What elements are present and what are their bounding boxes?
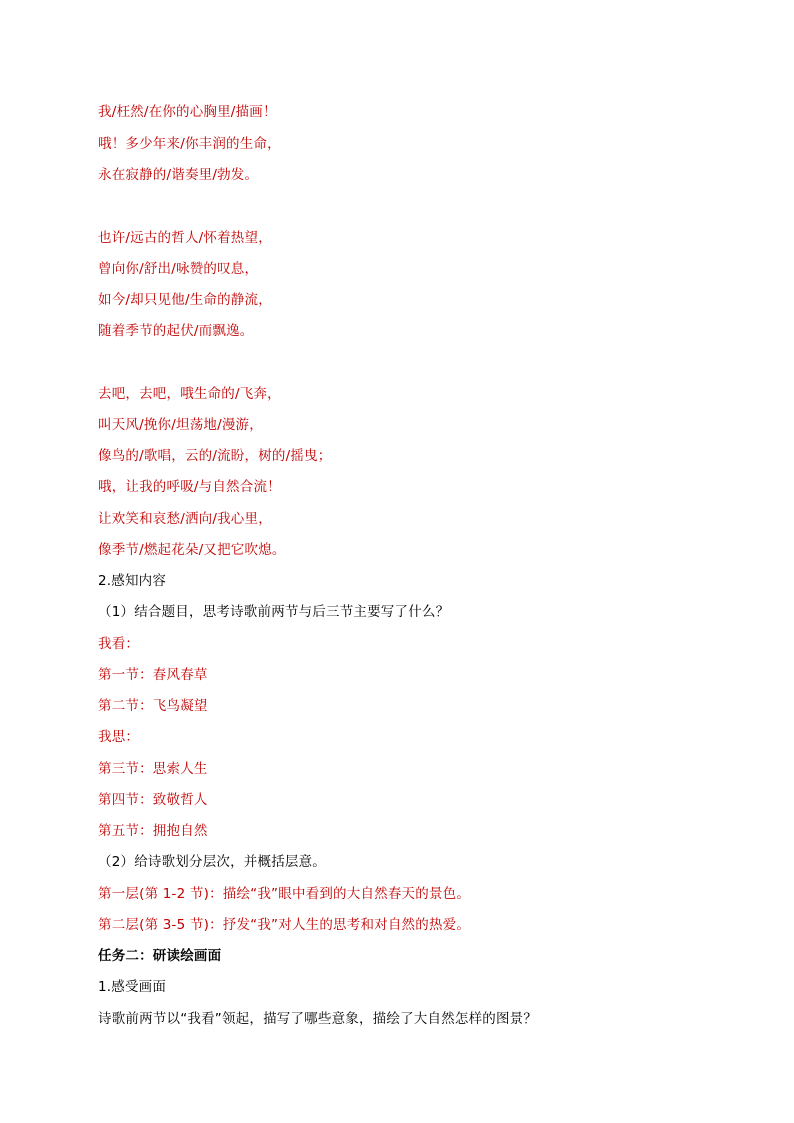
answer-line: 第一节：春风春草 xyxy=(98,667,208,683)
poem-line: 也许/远古的哲人/怀着热望， xyxy=(98,230,272,246)
answer-line: 第二节：飞鸟凝望 xyxy=(98,698,208,714)
answer-line: 我看： xyxy=(98,636,140,652)
answer-line: 第一层(第 1-2 节)：描绘“我”眼中看到的大自然春天的景色。 xyxy=(98,886,471,902)
answer-line: 第三节：思索人生 xyxy=(98,761,208,777)
answer-line: 第二层(第 3-5 节)：抒发“我”对人生的思考和对自然的热爱。 xyxy=(98,917,471,933)
poem-line: 让欢笑和哀愁/洒向/我心里， xyxy=(98,511,272,527)
question-2: （2）给诗歌划分层次，并概括层意。 xyxy=(98,854,326,870)
poem-line: 像鸟的/歌唱，云的/流盼，树的/摇曳； xyxy=(98,448,332,464)
poem-line: 我/枉然/在你的心胸里/描画！ xyxy=(98,104,277,120)
question-text: 诗歌前两节以“我看”领起，描写了哪些意象，描绘了大自然怎样的图景？ xyxy=(98,1011,538,1027)
poem-line: 哦，让我的呼吸/与自然合流！ xyxy=(98,479,281,495)
answer-line: 第五节：拥抱自然 xyxy=(98,823,208,839)
poem-line: 像季节/燃起花朵/又把它吹熄。 xyxy=(98,542,286,558)
poem-line: 随着季节的起伏/而飘逸。 xyxy=(98,323,254,339)
poem-line: 曾向你/舒出/咏赞的叹息， xyxy=(98,261,259,277)
poem-line: 哦！多少年来/你丰润的生命， xyxy=(98,136,281,152)
poem-line: 叫天风/挽你/坦荡地/漫游， xyxy=(98,417,263,433)
answer-line: 我思： xyxy=(98,729,140,745)
poem-line: 如今/却只见他/生命的静流， xyxy=(98,292,272,308)
task-heading: 任务二：研读绘画面 xyxy=(98,948,222,964)
poem-line: 永在寂静的/谐奏里/勃发。 xyxy=(98,167,259,183)
section-heading: 2.感知内容 xyxy=(98,573,167,589)
subsection-heading: 1.感受画面 xyxy=(98,979,167,995)
poem-line: 去吧，去吧，哦生命的/飞奔， xyxy=(98,386,281,402)
answer-line: 第四节：致敬哲人 xyxy=(98,792,208,808)
question-1: （1）结合题目，思考诗歌前两节与后三节主要写了什么？ xyxy=(98,604,450,620)
